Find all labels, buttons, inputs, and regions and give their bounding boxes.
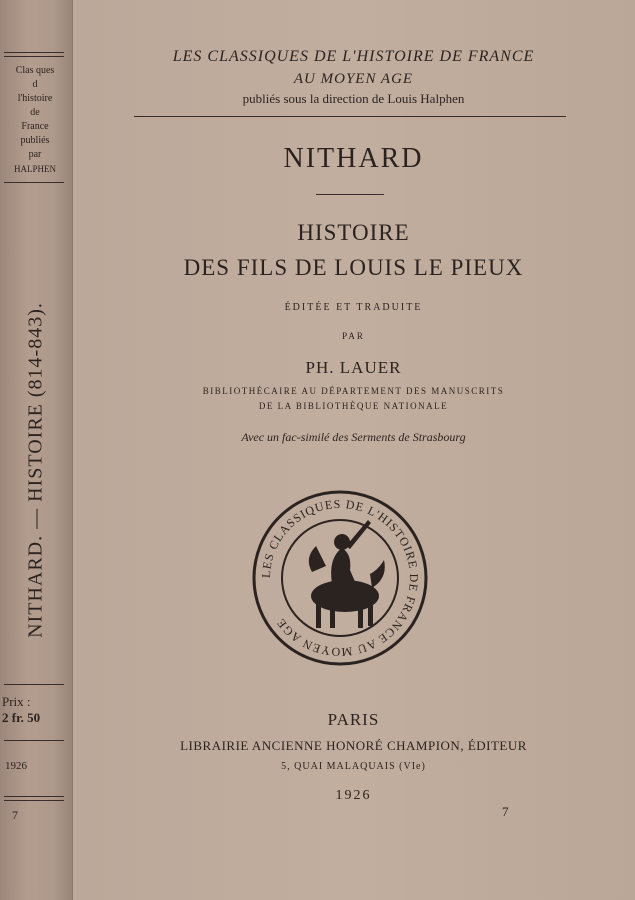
publisher-name: LIBRAIRIE ANCIENNE HONORÉ CHAMPION, ÉDITEUR <box>180 738 527 753</box>
book-title-line1: HISTOIRE <box>297 220 410 245</box>
spine-price <box>2 694 40 726</box>
spine-series-label <box>2 64 68 176</box>
series-title: LES CLASSIQUES DE L'HISTOIRE DE FRANCE <box>172 48 535 65</box>
facsimile-note: Avec un fac-similé des Serments de Strasbourg <box>241 430 466 444</box>
spine-price-label: Prix : <box>2 694 31 709</box>
spine-series-line: l'histoire <box>17 93 53 104</box>
book-title-line2: DES FILS DE LOUIS LE PIEUX <box>183 255 524 280</box>
publication-year: 1926 <box>335 788 372 803</box>
spine-series-line: Clas ques <box>15 65 55 76</box>
knight-on-horse-icon <box>309 520 385 628</box>
front-cover <box>72 0 635 900</box>
series-subtitle: AU MOYEN AGE <box>293 71 414 87</box>
spine-year: 1926 <box>5 760 27 772</box>
spine-series-line: par <box>28 149 42 160</box>
spine-rule-mid <box>4 182 64 183</box>
spine-rule-top <box>4 52 64 53</box>
spine-series-line: publiés <box>20 135 50 146</box>
spine-rule-bottom-2 <box>4 800 64 801</box>
spine-title: NITHARD. — HISTOIRE (814-843). <box>24 302 47 638</box>
publication-city: PARIS <box>327 710 380 729</box>
editor-name: PH. LAUER <box>305 358 402 377</box>
author-name: NITHARD <box>283 143 424 174</box>
series-direction: publiés sous la direction de Louis Halphen <box>242 91 465 106</box>
seal-legend-path: LES CLASSIQUES DE L'HISTOIRE DE FRANCE AU MOYEN AGE <box>258 496 422 660</box>
spine-lot-number: 7 <box>12 808 18 822</box>
spine-rule-top-2 <box>4 56 64 57</box>
by-label: PAR <box>342 331 365 341</box>
spine-series-line: de <box>30 107 40 118</box>
series-seal-emblem <box>250 488 430 668</box>
spine-series-line: d <box>32 79 38 90</box>
divider-top <box>134 116 566 117</box>
spine-rule-price <box>4 684 64 685</box>
edited-translated-label: ÉDITÉE ET TRADUITE <box>284 302 423 313</box>
spine-series-line: HALPHEN <box>14 164 56 174</box>
lot-number: 7 <box>502 804 509 819</box>
spine-rule-year <box>4 740 64 741</box>
spine-rule-bottom <box>4 796 64 797</box>
book-spine <box>0 0 73 900</box>
divider-short <box>316 194 384 195</box>
spine-series-line: France <box>21 121 49 132</box>
editor-role-line1: BIBLIOTHÉCAIRE AU DÉPARTEMENT DES MANUSCRITS <box>202 386 505 396</box>
editor-role-line2: DE LA BIBLIOTHÈQUE NATIONALE <box>258 401 449 411</box>
spine-price-value: 2 fr. 50 <box>2 710 41 725</box>
publisher-address: 5, QUAI MALAQUAIS (VIe) <box>281 761 426 772</box>
